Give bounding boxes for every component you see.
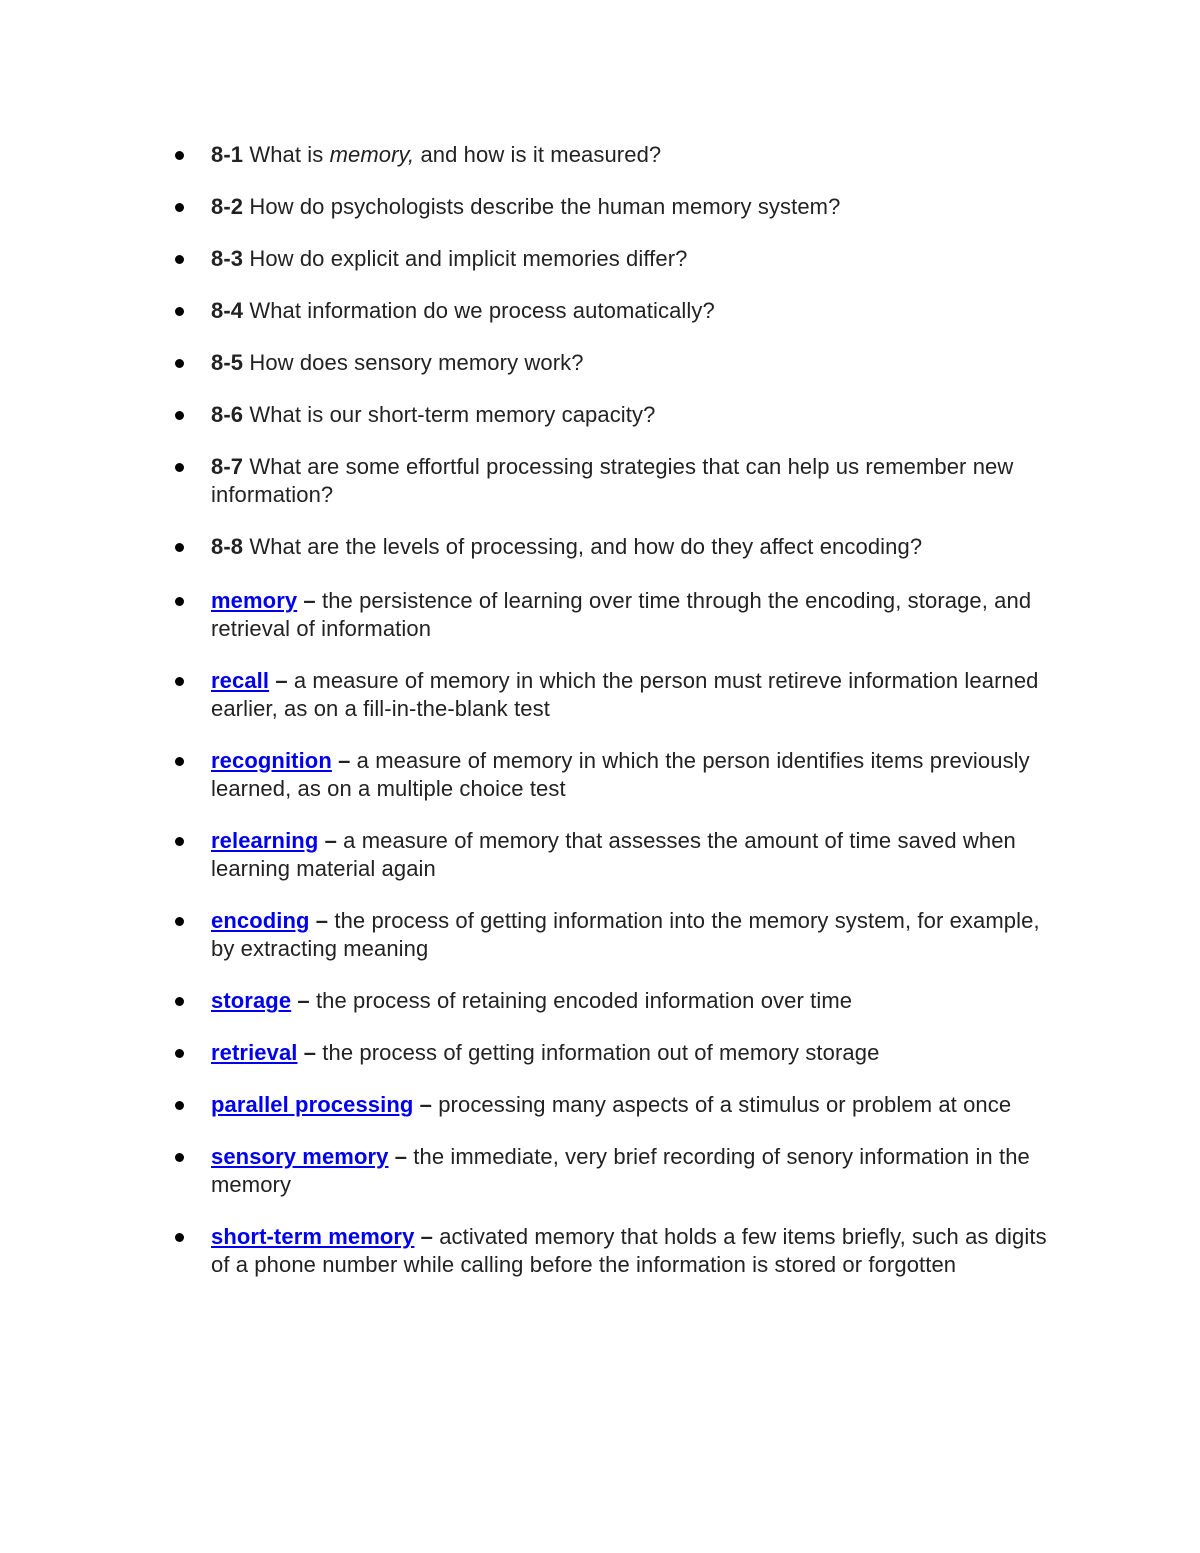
- term-link-recall[interactable]: recall: [211, 668, 270, 693]
- term-definition: a measure of memory in which the person must retireve information learned earlier, as on a fill-in-the-blank test: [211, 668, 1039, 721]
- term-dash: –: [324, 828, 337, 853]
- objective-text: How do explicit and implicit memories differ?: [249, 246, 688, 271]
- term-dash: –: [419, 1092, 432, 1117]
- bullet-icon: [175, 203, 184, 212]
- term-item: [211, 1091, 1056, 1119]
- objective-item: [211, 401, 1056, 429]
- bullet-icon: [175, 1153, 184, 1162]
- term-item: [211, 587, 1056, 643]
- term-link-short-term-memory[interactable]: short-term memory: [211, 1224, 415, 1249]
- objective-number: 8-6: [211, 402, 244, 427]
- objective-text: What are the levels of processing, and how do they affect encoding?: [249, 534, 923, 559]
- objective-number: 8-8: [211, 534, 244, 559]
- term-item: [211, 907, 1056, 963]
- objective-number: 8-4: [211, 298, 244, 323]
- term-link-storage[interactable]: storage: [211, 988, 292, 1013]
- objective-italic-term: memory,: [329, 142, 415, 167]
- bullet-icon: [175, 1233, 184, 1242]
- key-terms-list: [211, 587, 1056, 1303]
- objective-item: [211, 193, 1056, 221]
- term-item: [211, 747, 1056, 803]
- objective-text: What information do we process automatically?: [249, 298, 715, 323]
- objective-text: How do psychologists describe the human memory system?: [249, 194, 841, 219]
- term-link-relearning[interactable]: relearning: [211, 828, 319, 853]
- bullet-icon: [175, 837, 184, 846]
- bullet-icon: [175, 677, 184, 686]
- bullet-icon: [175, 997, 184, 1006]
- bullet-icon: [175, 411, 184, 420]
- bullet-icon: [175, 1101, 184, 1110]
- objective-number: 8-7: [211, 454, 244, 479]
- objective-text: What is our short-term memory capacity?: [249, 402, 656, 427]
- term-dash: –: [420, 1224, 433, 1249]
- objective-number: 8-2: [211, 194, 244, 219]
- bullet-icon: [175, 255, 184, 264]
- term-definition: activated memory that holds a few items briefly, such as digits of a phone number while calling before the information is stored or forgotten: [211, 1224, 1047, 1277]
- term-definition: processing many aspects of a stimulus or problem at once: [438, 1092, 1012, 1117]
- objective-number: 8-3: [211, 246, 244, 271]
- term-definition: a measure of memory that assesses the amount of time saved when learning material again: [211, 828, 1016, 881]
- objective-text: What is: [249, 142, 324, 167]
- bullet-icon: [175, 757, 184, 766]
- term-definition: the process of getting information into the memory system, for example, by extracting meaning: [211, 908, 1040, 961]
- learning-objectives-list: [211, 141, 1056, 585]
- term-dash: –: [303, 1040, 317, 1065]
- term-item: [211, 1223, 1056, 1279]
- term-item: [211, 667, 1056, 723]
- bullet-icon: [175, 597, 184, 606]
- term-item: [211, 1039, 1056, 1067]
- term-dash: –: [338, 748, 351, 773]
- bullet-icon: [175, 359, 184, 368]
- objective-text: How does sensory memory work?: [249, 350, 584, 375]
- objective-item: [211, 349, 1056, 377]
- bullet-icon: [175, 1049, 184, 1058]
- term-definition: the process of getting information out of memory storage: [322, 1040, 880, 1065]
- objective-item: [211, 453, 1056, 509]
- bullet-icon: [175, 463, 184, 472]
- bullet-icon: [175, 543, 184, 552]
- term-link-retrieval[interactable]: retrieval: [211, 1040, 298, 1065]
- objective-text: and how is it measured?: [420, 142, 662, 167]
- objective-number: 8-1: [211, 142, 244, 167]
- term-definition: the persistence of learning over time through the encoding, storage, and retrieval of information: [211, 588, 1032, 641]
- objective-number: 8-5: [211, 350, 244, 375]
- term-dash: –: [315, 908, 329, 933]
- objective-item: [211, 141, 1056, 169]
- term-link-memory[interactable]: memory: [211, 588, 298, 613]
- term-dash: –: [394, 1144, 408, 1169]
- term-item: [211, 827, 1056, 883]
- term-item: [211, 1143, 1056, 1199]
- term-definition: the process of retaining encoded information over time: [315, 988, 853, 1013]
- objective-item: [211, 533, 1056, 561]
- bullet-icon: [175, 151, 184, 160]
- bullet-icon: [175, 307, 184, 316]
- term-definition: a measure of memory in which the person identifies items previously learned, as on a multiple choice test: [211, 748, 1030, 801]
- term-link-recognition[interactable]: recognition: [211, 748, 332, 773]
- term-dash: –: [303, 588, 316, 613]
- term-link-encoding[interactable]: encoding: [211, 908, 310, 933]
- objective-item: [211, 245, 1056, 273]
- term-item: [211, 987, 1056, 1015]
- term-link-parallel-processing[interactable]: parallel processing: [211, 1092, 414, 1117]
- objective-text: What are some effortful processing strategies that can help us remember new information?: [211, 454, 1014, 507]
- term-dash: –: [275, 668, 288, 693]
- term-definition: the immediate, very brief recording of senory information in the memory: [211, 1144, 1030, 1197]
- bullet-icon: [175, 917, 184, 926]
- term-dash: –: [297, 988, 310, 1013]
- term-link-sensory-memory[interactable]: sensory memory: [211, 1144, 389, 1169]
- objective-item: [211, 297, 1056, 325]
